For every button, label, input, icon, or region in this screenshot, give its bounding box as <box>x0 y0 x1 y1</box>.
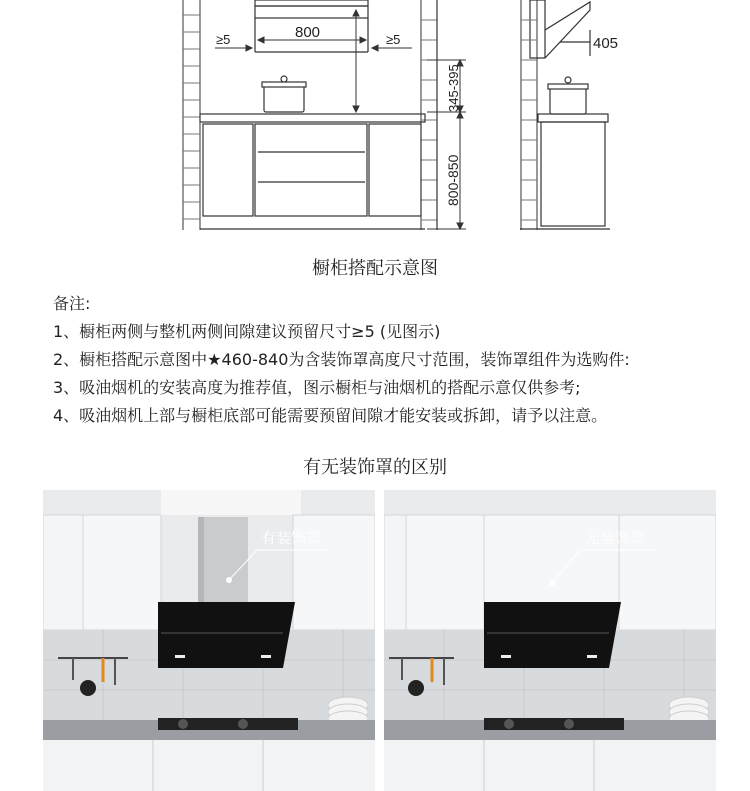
note-item-4: 4、吸油烟机上部与橱柜底部可能需要预留间隙才能安装或拆卸，请予以注意。 <box>53 406 608 425</box>
depth-label: 405 <box>593 35 619 52</box>
note-item-3: 3、吸油烟机的安装高度为推荐值，图示橱柜与油烟机的搭配示意仅供参考; <box>53 378 581 397</box>
diagram-caption: 橱柜搭配示意图 <box>312 258 438 279</box>
side-view <box>437 0 610 230</box>
notes-block <box>53 290 743 430</box>
base-cabinet <box>200 114 425 229</box>
notes-heading: 备注: <box>53 294 91 313</box>
left-wall-brick <box>183 0 200 230</box>
cabinet-diagram <box>0 0 750 245</box>
upper-height-label: 345-395 <box>446 64 461 112</box>
range-hood <box>158 602 295 668</box>
cabinet-width-label: 800 <box>295 24 321 41</box>
height-arrow <box>353 10 359 112</box>
decorative-cover <box>198 517 248 605</box>
photo-without-cover <box>384 490 716 791</box>
without-cover-label: 无装饰罩 <box>585 529 646 547</box>
gap-right-label: ≥5 <box>386 32 401 47</box>
note-item-2: 2、橱柜搭配示意图中★460-840为含装饰罩高度尺寸范围，装饰罩组件为选购件: <box>53 350 630 369</box>
photo-with-cover <box>43 490 375 791</box>
side-pot-icon <box>548 77 588 114</box>
pot-icon <box>262 76 306 112</box>
lower-height-label: 800-850 <box>445 154 461 206</box>
note-item-1: 1、橱柜两侧与整机两侧间隙建议预留尺寸≥5 (见图示) <box>53 322 441 341</box>
gap-left-label: ≥5 <box>216 32 231 47</box>
with-cover-label: 有装饰罩 <box>261 529 322 547</box>
comparison-title: 有无装饰罩的区别 <box>303 457 447 478</box>
side-wall-brick <box>521 0 537 230</box>
right-wall-brick <box>421 0 437 230</box>
range-hood <box>484 602 621 668</box>
